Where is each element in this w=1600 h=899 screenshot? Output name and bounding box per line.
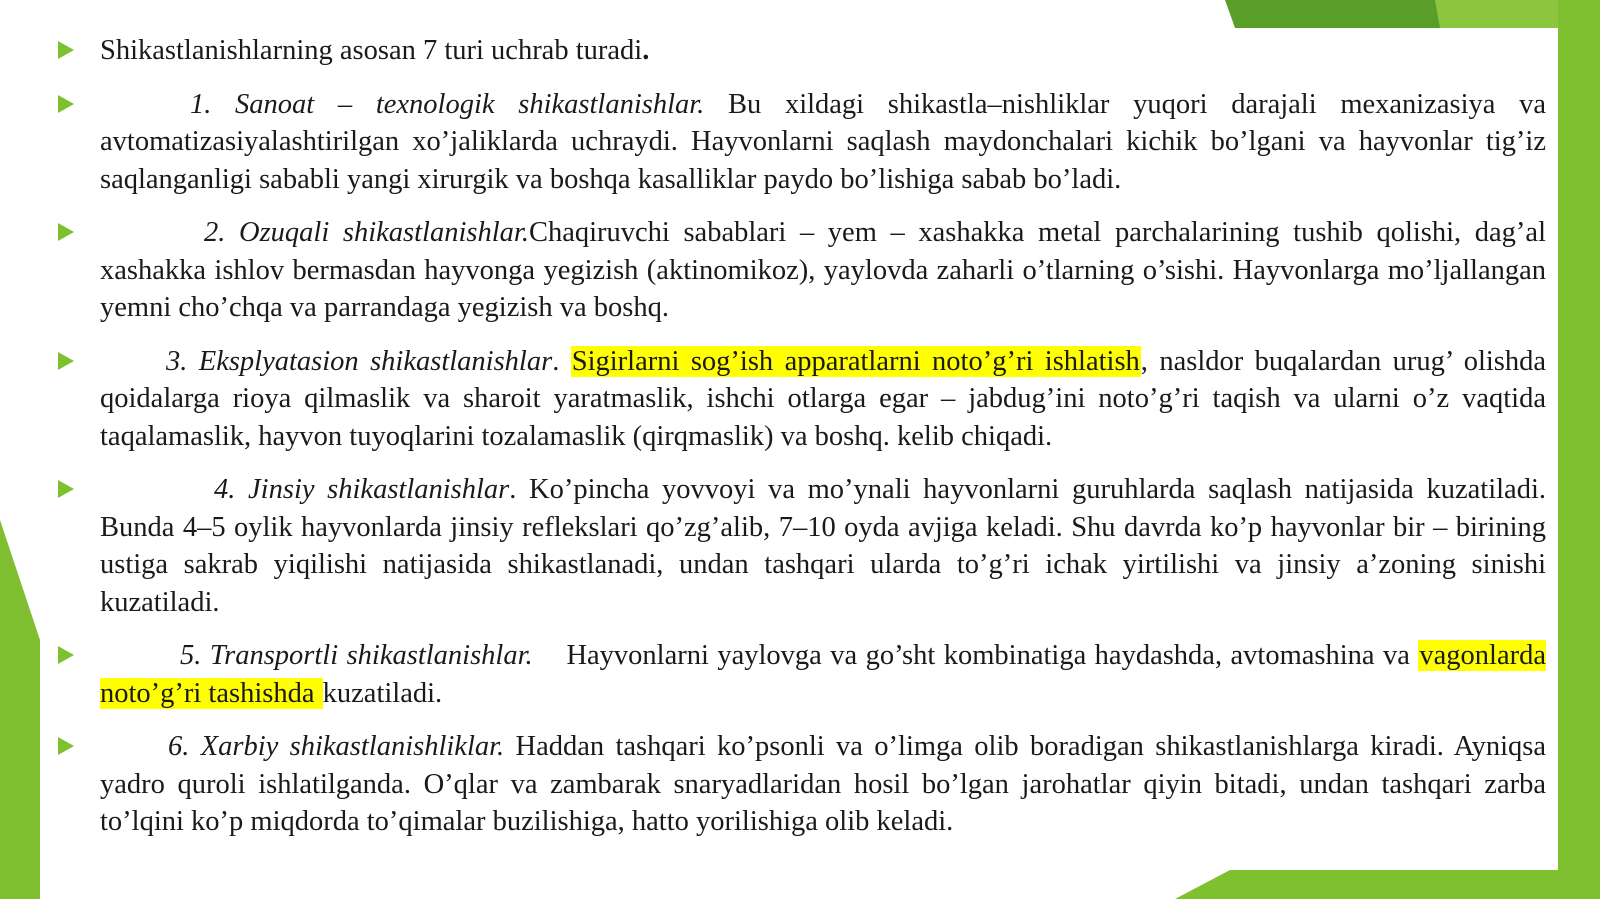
item-title: 1. Sanoat – texnologik shikastlanishlar. (190, 88, 705, 120)
paragraph-ekspluatasion: 3. Eksplуatasion shikastlanishlar. Sigirlarni sog’ish apparatlarni noto’g’ri ishlatish, nasldor buqalardan urug’ olishda qoidalarga rioya qilmaslik va sharoit yaratmaslik, ishchi otlarga egar – jabdug’ini noto’g’ri taqish va ularni o’z vaqtida taqalamaslik, hayvon tuyoqlarini tozalamaslik (qirqmaslik) va boshq. kelib chiqadi. (100, 345, 1547, 452)
list-item (58, 637, 1546, 712)
bullet-arrow-icon (58, 737, 74, 755)
highlighted-text: Sigirlarni sog’ish apparatlarni noto’g’ri ishlatish (571, 345, 1140, 377)
item-title: 3. Eksplуatasion shikastlanishlar (166, 345, 553, 377)
item-title: 4. Jinsiy shikastlanishlar (214, 474, 510, 505)
item-title: 5. Transportli shikastlanishlar. (180, 640, 533, 671)
list-item (58, 32, 1546, 70)
paragraph-xarbiy: 6. Xarbiy shikastlanishliklar. Haddan tashqari ko’psonli va o’limga olib boradigan shikastlanishlarga kiradi. Ayniqsa yadro quroli ishlatilganda. O’qlar va zambarak snaryadlaridan hosil bo’lgan jarohatlar qiyin bitadi, undan tashqari zarba to’lqini ko’p miqdorda to’qimalar buzilishiga, hatto yorilishiga olib keladi. (100, 731, 1547, 837)
list-item (58, 471, 1546, 621)
list-item (58, 728, 1546, 841)
paragraph-intro: Shikastlanishlarning asosan 7 turi uchrab turadi. (100, 35, 650, 66)
right-edge-band (1558, 0, 1600, 899)
bullet-arrow-icon (58, 480, 74, 498)
list-item (58, 86, 1546, 199)
bullet-arrow-icon (58, 95, 74, 113)
list-item (58, 214, 1546, 327)
paragraph-transportli: 5. Transportli shikastlanishlar. Hayvonlarni yaylovga va go’sht kombinatiga haydashda, avtomashina va vagonlarda noto’g’ri tashishda kuzatiladi. (100, 640, 1546, 709)
paragraph-jinsiy: 4. Jinsiy shikastlanishlar. Ko’pincha yovvoyi va mo’ynali hayvonlarni guruhlarda saqlash natijasida kuzatiladi. Bunda 4–5 oylik hayvonlarda jinsiy reflekslari qo’zg’alib, 7–10 oyda avjiga keladi. Shu davrda ko’p hayvonlar bir – birining ustiga sakrab yiqilishi natijasida shikastlanadi, undan tashqari ularda to’g’ri ichak yirtilishi va jinsiy a’zoning sinishi kuzatiladi. (100, 474, 1546, 618)
slide-content (58, 32, 1546, 857)
item-title: 2. Ozuqali shikastlanishlar. (204, 217, 529, 248)
paragraph-sanoat: 1. Sanoat – texnologik shikastlanishlar. Bu xildagi shikastla–nishliklar yuqori darajali mexanizasiya va avtomatizasiyalashtirilgan xo’jaliklarda uchraydi. Hayvonlarni saqlash maydonchalari kichik bo’lgani va hayvonlar tig’iz saqlanganligi sababli yangi xirurgik va boshqa kasalliklar paydo bo’lishiga sabab bo’ladi. (100, 88, 1546, 195)
item-title: 6. Xarbiy shikastlanishliklar. (168, 731, 505, 762)
paragraph-ozuqali: 2. Ozuqali shikastlanishlar.Chaqiruvchi sabablari – yem – xashakka metal parchalarining tushib qolishi, dag’al xashakka ishlov bermasdan hayvonga yegizish (aktinomikoz), yaylovda zaharli o’tlarning o’sishi. Hayvonlarga mo’ljallangan yemni cho’chqa va parrandaga yegizish va boshq. (100, 217, 1546, 323)
list-item (58, 343, 1546, 456)
bullet-arrow-icon (58, 223, 74, 241)
bullet-arrow-icon (58, 41, 74, 59)
bottom-right-band (1175, 870, 1600, 899)
bullet-arrow-icon (58, 352, 74, 370)
bullet-arrow-icon (58, 646, 74, 664)
highlighted-text: vagonlarda noto’g’ri tashishda (100, 640, 1546, 709)
left-edge-band (0, 520, 40, 899)
